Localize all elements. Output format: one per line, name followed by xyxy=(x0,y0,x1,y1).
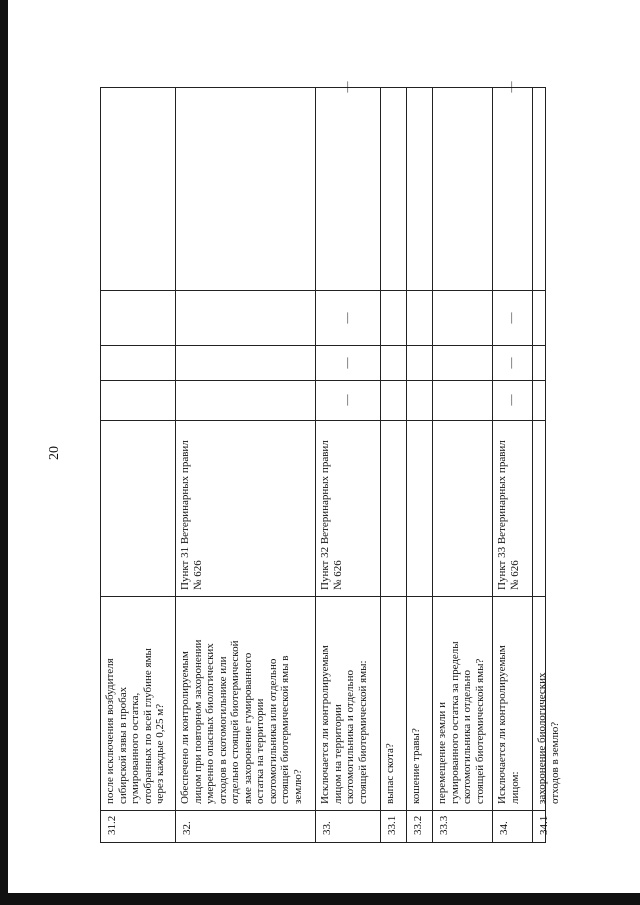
requirement-text: Исключается ли контролируемым лицом: xyxy=(496,645,521,804)
empty-answer-mark: — xyxy=(341,357,353,368)
row-divider xyxy=(492,87,493,843)
row-number: 31.2 xyxy=(106,815,118,835)
legal-reference: Пункт 32 Ветеринарных правил № 626 xyxy=(319,440,344,590)
page-number: 20 xyxy=(47,446,62,460)
empty-answer-mark: — xyxy=(505,312,518,323)
empty-answer-mark: — xyxy=(341,81,353,93)
requirement-text: Исключается ли контролируемым лицом на территории скотомогильника и отдельно стоящей биотермической ямы: xyxy=(319,645,369,804)
column-divider xyxy=(100,380,546,381)
scan-edge-bottom xyxy=(0,893,640,905)
row-divider xyxy=(532,87,533,843)
requirement-text: перемещение земли и гумированного остатка за пределы скотомогильника и отдельно стоящей биотермической ямы? xyxy=(436,641,486,804)
row-number: 34.1 xyxy=(538,815,550,835)
empty-answer-mark: — xyxy=(505,81,518,93)
column-divider xyxy=(100,596,546,597)
empty-answer-mark: — xyxy=(505,357,518,368)
row-divider xyxy=(406,87,407,843)
row-number: 33.1 xyxy=(386,815,398,835)
empty-answer-mark: — xyxy=(341,312,353,323)
legal-reference: Пункт 31 Ветеринарных правил № 626 xyxy=(179,440,204,590)
requirement-text: кошение травы? xyxy=(410,728,422,804)
row-divider xyxy=(380,87,381,843)
requirement-text: захоронение биологических отходов в землю? xyxy=(536,672,561,804)
column-divider xyxy=(100,810,546,811)
row-number: 33.2 xyxy=(412,815,424,835)
row-number: 33.3 xyxy=(438,815,450,835)
empty-answer-mark: — xyxy=(341,394,353,406)
scan-edge-left xyxy=(0,0,8,905)
row-number: 34. xyxy=(498,821,510,835)
row-divider xyxy=(175,87,176,843)
requirement-text: после исключения возбудителя сибирской язвы в пробах гумированного остатка, отобранных по всей глубине ямы через каждые 0,25 м? xyxy=(104,648,166,804)
column-divider xyxy=(100,345,546,346)
row-divider xyxy=(432,87,433,843)
empty-answer-mark: — xyxy=(505,394,518,406)
requirement-text: выпас скота? xyxy=(384,743,396,804)
column-divider xyxy=(100,420,546,421)
row-divider xyxy=(315,87,316,843)
legal-reference: Пункт 33 Ветеринарных правил № 626 xyxy=(496,440,521,590)
row-number: 33. xyxy=(321,821,333,835)
row-number: 32. xyxy=(181,821,193,835)
requirement-text: Обеспечено ли контролируемым лицом при повторном захоронении умеренно опасных биологических отходов в скотомогильнике или отдельно стоящей биотермической яме захоронение гумированного остатка на территории скотомогильника или отдельно стоящей биотермической ямы в землю? xyxy=(179,639,304,804)
column-divider xyxy=(100,290,546,291)
